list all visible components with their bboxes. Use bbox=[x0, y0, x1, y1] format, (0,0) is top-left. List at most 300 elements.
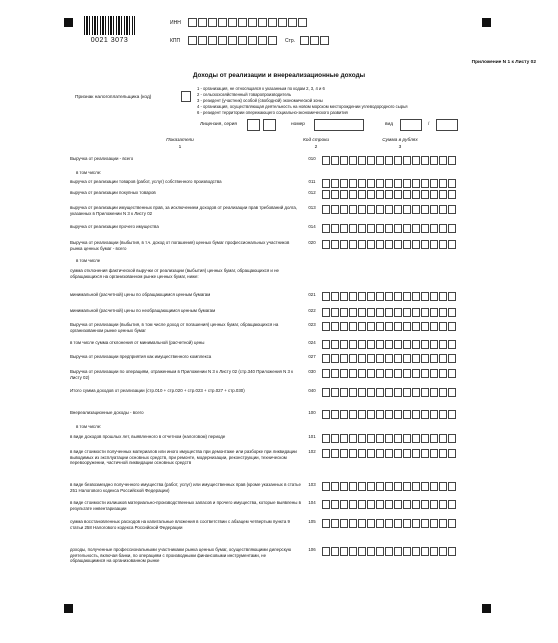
amount-cell[interactable] bbox=[385, 519, 393, 528]
amount-cell[interactable] bbox=[439, 340, 447, 349]
amount-cell[interactable] bbox=[448, 410, 456, 419]
amount-cell[interactable] bbox=[349, 449, 357, 458]
amount-cell[interactable] bbox=[340, 519, 348, 528]
amount-cell[interactable] bbox=[439, 500, 447, 509]
amount-cell[interactable] bbox=[349, 434, 357, 443]
amount-cell[interactable] bbox=[385, 500, 393, 509]
amount-cell[interactable] bbox=[340, 224, 348, 233]
amount-cell[interactable] bbox=[421, 308, 429, 317]
license-type-field-2[interactable] bbox=[436, 119, 458, 131]
amount-cell[interactable] bbox=[349, 388, 357, 397]
amount-field[interactable] bbox=[322, 354, 457, 363]
amount-cell[interactable] bbox=[322, 500, 330, 509]
amount-cell[interactable] bbox=[358, 519, 366, 528]
amount-cell[interactable] bbox=[376, 205, 384, 214]
amount-field[interactable] bbox=[322, 179, 457, 188]
amount-cell[interactable] bbox=[421, 500, 429, 509]
amount-cell[interactable] bbox=[367, 519, 375, 528]
amount-cell[interactable] bbox=[349, 322, 357, 331]
amount-cell[interactable] bbox=[358, 340, 366, 349]
amount-cell[interactable] bbox=[349, 292, 357, 301]
amount-cell[interactable] bbox=[367, 190, 375, 199]
amount-cell[interactable] bbox=[430, 205, 438, 214]
amount-cell[interactable] bbox=[421, 354, 429, 363]
amount-cell[interactable] bbox=[367, 449, 375, 458]
amount-cell[interactable] bbox=[430, 434, 438, 443]
amount-cell[interactable] bbox=[349, 190, 357, 199]
amount-cell[interactable] bbox=[421, 240, 429, 249]
amount-cell[interactable] bbox=[403, 482, 411, 491]
amount-cell[interactable] bbox=[448, 179, 456, 188]
amount-cell[interactable] bbox=[403, 322, 411, 331]
amount-cell[interactable] bbox=[322, 340, 330, 349]
amount-cell[interactable] bbox=[358, 500, 366, 509]
amount-cell[interactable] bbox=[439, 205, 447, 214]
amount-cell[interactable] bbox=[322, 434, 330, 443]
amount-cell[interactable] bbox=[331, 369, 339, 378]
amount-cell[interactable] bbox=[385, 410, 393, 419]
amount-cell[interactable] bbox=[349, 369, 357, 378]
amount-cell[interactable] bbox=[331, 156, 339, 165]
amount-cell[interactable] bbox=[385, 292, 393, 301]
amount-field[interactable] bbox=[322, 205, 457, 214]
amount-field[interactable] bbox=[322, 308, 457, 317]
amount-cell[interactable] bbox=[394, 519, 402, 528]
amount-cell[interactable] bbox=[367, 340, 375, 349]
amount-cell[interactable] bbox=[376, 547, 384, 556]
amount-cell[interactable] bbox=[349, 205, 357, 214]
amount-field[interactable] bbox=[322, 190, 457, 199]
amount-cell[interactable] bbox=[439, 482, 447, 491]
amount-cell[interactable] bbox=[367, 434, 375, 443]
amount-field[interactable] bbox=[322, 410, 457, 419]
amount-cell[interactable] bbox=[403, 369, 411, 378]
amount-cell[interactable] bbox=[340, 547, 348, 556]
amount-cell[interactable] bbox=[358, 224, 366, 233]
amount-cell[interactable] bbox=[394, 292, 402, 301]
amount-cell[interactable] bbox=[394, 482, 402, 491]
amount-cell[interactable] bbox=[358, 434, 366, 443]
amount-cell[interactable] bbox=[358, 354, 366, 363]
amount-cell[interactable] bbox=[394, 240, 402, 249]
amount-cell[interactable] bbox=[394, 340, 402, 349]
amount-cell[interactable] bbox=[376, 179, 384, 188]
amount-cell[interactable] bbox=[403, 224, 411, 233]
amount-cell[interactable] bbox=[412, 434, 420, 443]
amount-cell[interactable] bbox=[340, 205, 348, 214]
amount-cell[interactable] bbox=[430, 547, 438, 556]
amount-cell[interactable] bbox=[367, 156, 375, 165]
amount-cell[interactable] bbox=[322, 354, 330, 363]
amount-cell[interactable] bbox=[358, 410, 366, 419]
amount-cell[interactable] bbox=[448, 434, 456, 443]
amount-cell[interactable] bbox=[448, 500, 456, 509]
amount-cell[interactable] bbox=[430, 224, 438, 233]
amount-cell[interactable] bbox=[322, 482, 330, 491]
amount-cell[interactable] bbox=[394, 369, 402, 378]
amount-cell[interactable] bbox=[403, 519, 411, 528]
amount-field[interactable] bbox=[322, 449, 457, 458]
amount-cell[interactable] bbox=[322, 519, 330, 528]
amount-cell[interactable] bbox=[403, 240, 411, 249]
amount-cell[interactable] bbox=[358, 156, 366, 165]
amount-cell[interactable] bbox=[412, 224, 420, 233]
amount-cell[interactable] bbox=[412, 500, 420, 509]
amount-cell[interactable] bbox=[448, 292, 456, 301]
amount-cell[interactable] bbox=[349, 179, 357, 188]
amount-cell[interactable] bbox=[430, 292, 438, 301]
amount-cell[interactable] bbox=[376, 340, 384, 349]
amount-cell[interactable] bbox=[394, 322, 402, 331]
amount-cell[interactable] bbox=[331, 340, 339, 349]
amount-cell[interactable] bbox=[448, 322, 456, 331]
amount-cell[interactable] bbox=[349, 482, 357, 491]
amount-cell[interactable] bbox=[358, 482, 366, 491]
amount-cell[interactable] bbox=[394, 388, 402, 397]
amount-cell[interactable] bbox=[358, 308, 366, 317]
amount-cell[interactable] bbox=[394, 547, 402, 556]
amount-cell[interactable] bbox=[322, 547, 330, 556]
amount-cell[interactable] bbox=[385, 388, 393, 397]
amount-cell[interactable] bbox=[367, 500, 375, 509]
amount-cell[interactable] bbox=[331, 449, 339, 458]
amount-cell[interactable] bbox=[412, 179, 420, 188]
amount-cell[interactable] bbox=[331, 308, 339, 317]
amount-cell[interactable] bbox=[385, 547, 393, 556]
amount-cell[interactable] bbox=[322, 156, 330, 165]
amount-cell[interactable] bbox=[430, 388, 438, 397]
amount-cell[interactable] bbox=[385, 340, 393, 349]
amount-cell[interactable] bbox=[430, 156, 438, 165]
amount-cell[interactable] bbox=[403, 179, 411, 188]
amount-cell[interactable] bbox=[358, 240, 366, 249]
amount-field[interactable] bbox=[322, 340, 457, 349]
amount-cell[interactable] bbox=[448, 482, 456, 491]
amount-cell[interactable] bbox=[448, 224, 456, 233]
amount-cell[interactable] bbox=[412, 410, 420, 419]
amount-cell[interactable] bbox=[412, 482, 420, 491]
amount-cell[interactable] bbox=[421, 292, 429, 301]
amount-cell[interactable] bbox=[322, 308, 330, 317]
amount-cell[interactable] bbox=[376, 224, 384, 233]
amount-cell[interactable] bbox=[349, 410, 357, 419]
amount-cell[interactable] bbox=[448, 519, 456, 528]
amount-cell[interactable] bbox=[340, 179, 348, 188]
amount-cell[interactable] bbox=[394, 190, 402, 199]
amount-cell[interactable] bbox=[421, 340, 429, 349]
amount-field[interactable] bbox=[322, 322, 457, 331]
amount-cell[interactable] bbox=[331, 482, 339, 491]
amount-cell[interactable] bbox=[322, 179, 330, 188]
amount-cell[interactable] bbox=[394, 179, 402, 188]
amount-cell[interactable] bbox=[430, 410, 438, 419]
amount-cell[interactable] bbox=[367, 179, 375, 188]
amount-cell[interactable] bbox=[340, 434, 348, 443]
amount-cell[interactable] bbox=[430, 500, 438, 509]
amount-cell[interactable] bbox=[367, 224, 375, 233]
amount-cell[interactable] bbox=[376, 519, 384, 528]
amount-cell[interactable] bbox=[340, 369, 348, 378]
amount-cell[interactable] bbox=[421, 369, 429, 378]
amount-cell[interactable] bbox=[331, 500, 339, 509]
amount-cell[interactable] bbox=[376, 322, 384, 331]
amount-cell[interactable] bbox=[385, 369, 393, 378]
amount-cell[interactable] bbox=[376, 369, 384, 378]
amount-cell[interactable] bbox=[394, 205, 402, 214]
amount-field[interactable] bbox=[322, 224, 457, 233]
amount-cell[interactable] bbox=[358, 388, 366, 397]
amount-cell[interactable] bbox=[385, 449, 393, 458]
amount-cell[interactable] bbox=[385, 434, 393, 443]
amount-cell[interactable] bbox=[412, 156, 420, 165]
amount-cell[interactable] bbox=[331, 354, 339, 363]
amount-cell[interactable] bbox=[403, 500, 411, 509]
kpp-field[interactable] bbox=[188, 36, 278, 45]
amount-cell[interactable] bbox=[358, 369, 366, 378]
amount-cell[interactable] bbox=[376, 190, 384, 199]
amount-cell[interactable] bbox=[439, 156, 447, 165]
amount-cell[interactable] bbox=[340, 388, 348, 397]
amount-cell[interactable] bbox=[439, 547, 447, 556]
amount-cell[interactable] bbox=[412, 547, 420, 556]
amount-cell[interactable] bbox=[403, 388, 411, 397]
amount-cell[interactable] bbox=[430, 449, 438, 458]
amount-field[interactable] bbox=[322, 482, 457, 491]
amount-cell[interactable] bbox=[331, 434, 339, 443]
amount-cell[interactable] bbox=[340, 292, 348, 301]
amount-cell[interactable] bbox=[358, 322, 366, 331]
amount-cell[interactable] bbox=[421, 156, 429, 165]
amount-field[interactable] bbox=[322, 292, 457, 301]
amount-cell[interactable] bbox=[448, 354, 456, 363]
amount-cell[interactable] bbox=[439, 449, 447, 458]
amount-cell[interactable] bbox=[403, 449, 411, 458]
amount-cell[interactable] bbox=[430, 190, 438, 199]
amount-cell[interactable] bbox=[412, 190, 420, 199]
amount-cell[interactable] bbox=[340, 156, 348, 165]
amount-cell[interactable] bbox=[322, 224, 330, 233]
amount-cell[interactable] bbox=[385, 354, 393, 363]
amount-cell[interactable] bbox=[448, 340, 456, 349]
amount-cell[interactable] bbox=[421, 449, 429, 458]
amount-field[interactable] bbox=[322, 240, 457, 249]
amount-cell[interactable] bbox=[340, 190, 348, 199]
amount-cell[interactable] bbox=[322, 292, 330, 301]
amount-cell[interactable] bbox=[385, 179, 393, 188]
license-type-field-1[interactable] bbox=[400, 119, 422, 131]
amount-cell[interactable] bbox=[385, 156, 393, 165]
amount-field[interactable] bbox=[322, 519, 457, 528]
amount-cell[interactable] bbox=[439, 434, 447, 443]
amount-cell[interactable] bbox=[322, 322, 330, 331]
amount-cell[interactable] bbox=[340, 340, 348, 349]
amount-cell[interactable] bbox=[349, 308, 357, 317]
amount-cell[interactable] bbox=[421, 205, 429, 214]
amount-cell[interactable] bbox=[394, 354, 402, 363]
amount-cell[interactable] bbox=[439, 369, 447, 378]
amount-cell[interactable] bbox=[322, 369, 330, 378]
amount-cell[interactable] bbox=[385, 308, 393, 317]
amount-cell[interactable] bbox=[367, 388, 375, 397]
amount-cell[interactable] bbox=[448, 190, 456, 199]
amount-cell[interactable] bbox=[439, 224, 447, 233]
amount-cell[interactable] bbox=[340, 500, 348, 509]
amount-cell[interactable] bbox=[448, 156, 456, 165]
inn-field[interactable] bbox=[188, 18, 308, 27]
amount-cell[interactable] bbox=[376, 156, 384, 165]
amount-cell[interactable] bbox=[322, 388, 330, 397]
amount-cell[interactable] bbox=[340, 410, 348, 419]
amount-cell[interactable] bbox=[385, 322, 393, 331]
amount-cell[interactable] bbox=[322, 190, 330, 199]
amount-cell[interactable] bbox=[340, 354, 348, 363]
amount-cell[interactable] bbox=[358, 179, 366, 188]
amount-cell[interactable] bbox=[385, 482, 393, 491]
amount-cell[interactable] bbox=[412, 388, 420, 397]
amount-cell[interactable] bbox=[421, 322, 429, 331]
amount-cell[interactable] bbox=[403, 205, 411, 214]
amount-cell[interactable] bbox=[349, 340, 357, 349]
amount-cell[interactable] bbox=[349, 354, 357, 363]
amount-cell[interactable] bbox=[412, 369, 420, 378]
amount-cell[interactable] bbox=[403, 354, 411, 363]
amount-cell[interactable] bbox=[376, 410, 384, 419]
amount-cell[interactable] bbox=[358, 205, 366, 214]
amount-cell[interactable] bbox=[340, 240, 348, 249]
amount-cell[interactable] bbox=[448, 547, 456, 556]
amount-cell[interactable] bbox=[412, 292, 420, 301]
amount-cell[interactable] bbox=[421, 388, 429, 397]
amount-cell[interactable] bbox=[358, 190, 366, 199]
amount-cell[interactable] bbox=[439, 388, 447, 397]
amount-cell[interactable] bbox=[421, 519, 429, 528]
amount-cell[interactable] bbox=[430, 482, 438, 491]
amount-cell[interactable] bbox=[403, 156, 411, 165]
amount-cell[interactable] bbox=[376, 482, 384, 491]
amount-cell[interactable] bbox=[394, 308, 402, 317]
amount-cell[interactable] bbox=[331, 224, 339, 233]
amount-cell[interactable] bbox=[385, 240, 393, 249]
amount-cell[interactable] bbox=[430, 308, 438, 317]
amount-cell[interactable] bbox=[322, 410, 330, 419]
amount-field[interactable] bbox=[322, 500, 457, 509]
amount-cell[interactable] bbox=[421, 547, 429, 556]
amount-cell[interactable] bbox=[331, 179, 339, 188]
amount-cell[interactable] bbox=[439, 179, 447, 188]
amount-cell[interactable] bbox=[430, 369, 438, 378]
amount-cell[interactable] bbox=[403, 410, 411, 419]
amount-cell[interactable] bbox=[403, 547, 411, 556]
amount-cell[interactable] bbox=[331, 410, 339, 419]
amount-cell[interactable] bbox=[439, 322, 447, 331]
amount-cell[interactable] bbox=[367, 292, 375, 301]
amount-cell[interactable] bbox=[331, 388, 339, 397]
amount-cell[interactable] bbox=[349, 224, 357, 233]
amount-cell[interactable] bbox=[430, 519, 438, 528]
amount-cell[interactable] bbox=[421, 482, 429, 491]
amount-cell[interactable] bbox=[331, 205, 339, 214]
amount-cell[interactable] bbox=[448, 308, 456, 317]
license-number-field[interactable] bbox=[314, 119, 364, 131]
amount-cell[interactable] bbox=[376, 449, 384, 458]
amount-cell[interactable] bbox=[367, 240, 375, 249]
amount-cell[interactable] bbox=[421, 434, 429, 443]
amount-cell[interactable] bbox=[394, 449, 402, 458]
amount-cell[interactable] bbox=[430, 179, 438, 188]
amount-cell[interactable] bbox=[367, 410, 375, 419]
amount-cell[interactable] bbox=[412, 308, 420, 317]
amount-cell[interactable] bbox=[340, 322, 348, 331]
amount-cell[interactable] bbox=[448, 388, 456, 397]
amount-cell[interactable] bbox=[430, 354, 438, 363]
amount-cell[interactable] bbox=[403, 308, 411, 317]
license-series-field-1[interactable] bbox=[247, 119, 260, 131]
amount-cell[interactable] bbox=[376, 500, 384, 509]
amount-cell[interactable] bbox=[340, 482, 348, 491]
amount-cell[interactable] bbox=[394, 434, 402, 443]
amount-cell[interactable] bbox=[349, 240, 357, 249]
amount-cell[interactable] bbox=[412, 240, 420, 249]
amount-cell[interactable] bbox=[331, 519, 339, 528]
amount-cell[interactable] bbox=[349, 156, 357, 165]
amount-cell[interactable] bbox=[322, 449, 330, 458]
amount-cell[interactable] bbox=[376, 308, 384, 317]
amount-cell[interactable] bbox=[421, 190, 429, 199]
amount-cell[interactable] bbox=[358, 547, 366, 556]
amount-cell[interactable] bbox=[349, 519, 357, 528]
amount-cell[interactable] bbox=[331, 322, 339, 331]
amount-field[interactable] bbox=[322, 369, 457, 378]
amount-cell[interactable] bbox=[331, 190, 339, 199]
amount-cell[interactable] bbox=[439, 410, 447, 419]
amount-cell[interactable] bbox=[403, 340, 411, 349]
amount-cell[interactable] bbox=[430, 240, 438, 249]
amount-cell[interactable] bbox=[358, 449, 366, 458]
amount-cell[interactable] bbox=[331, 240, 339, 249]
amount-cell[interactable] bbox=[439, 240, 447, 249]
amount-cell[interactable] bbox=[394, 500, 402, 509]
amount-cell[interactable] bbox=[430, 340, 438, 349]
amount-cell[interactable] bbox=[358, 292, 366, 301]
amount-cell[interactable] bbox=[376, 240, 384, 249]
amount-cell[interactable] bbox=[340, 308, 348, 317]
amount-field[interactable] bbox=[322, 156, 457, 165]
amount-field[interactable] bbox=[322, 434, 457, 443]
amount-cell[interactable] bbox=[394, 156, 402, 165]
amount-cell[interactable] bbox=[421, 224, 429, 233]
amount-cell[interactable] bbox=[367, 547, 375, 556]
amount-field[interactable] bbox=[322, 388, 457, 397]
amount-cell[interactable] bbox=[349, 547, 357, 556]
amount-cell[interactable] bbox=[412, 205, 420, 214]
amount-cell[interactable] bbox=[421, 179, 429, 188]
amount-cell[interactable] bbox=[430, 322, 438, 331]
amount-cell[interactable] bbox=[367, 205, 375, 214]
amount-cell[interactable] bbox=[367, 369, 375, 378]
amount-cell[interactable] bbox=[376, 354, 384, 363]
amount-cell[interactable] bbox=[322, 240, 330, 249]
page-number-field[interactable] bbox=[300, 36, 330, 45]
amount-cell[interactable] bbox=[439, 292, 447, 301]
amount-cell[interactable] bbox=[349, 500, 357, 509]
amount-cell[interactable] bbox=[331, 292, 339, 301]
taxpayer-sign-field[interactable] bbox=[181, 91, 191, 102]
amount-cell[interactable] bbox=[340, 449, 348, 458]
amount-cell[interactable] bbox=[448, 205, 456, 214]
amount-cell[interactable] bbox=[367, 482, 375, 491]
license-series-field-2[interactable] bbox=[263, 119, 276, 131]
amount-cell[interactable] bbox=[439, 354, 447, 363]
